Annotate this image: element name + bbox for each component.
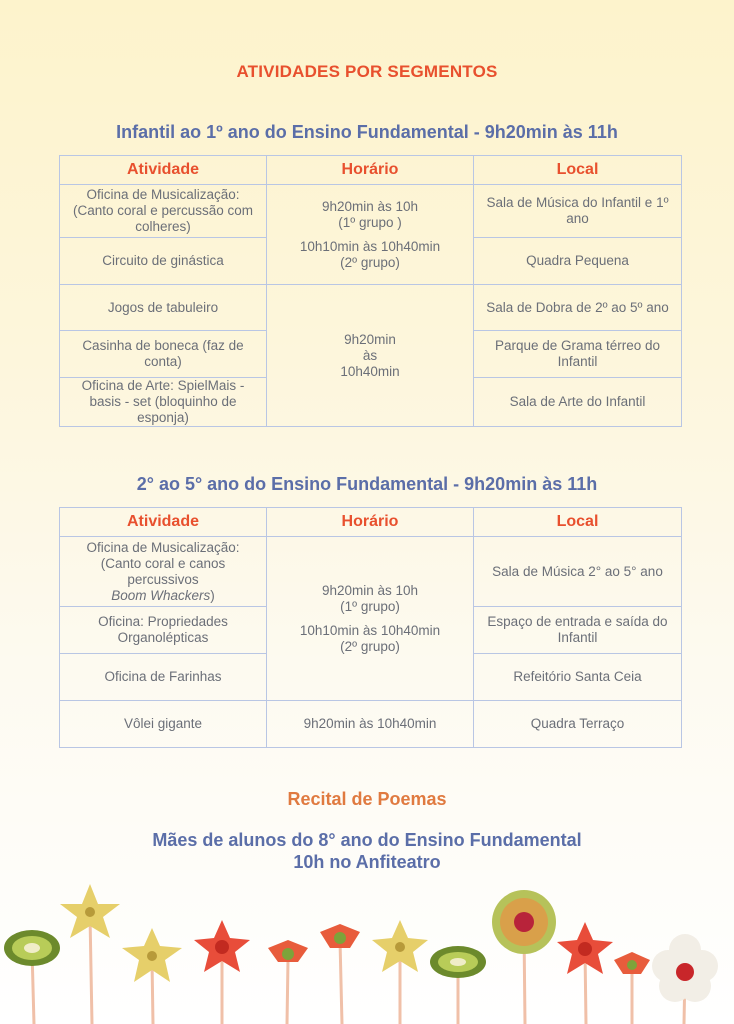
local-cell: Sala de Arte do Infantil <box>474 378 682 427</box>
activity-italic-text: Boom Whackers <box>111 587 211 603</box>
kiwi-flower-icon <box>430 946 486 978</box>
section2-title: 2° ao 5° ano do Ensino Fundamental - 9h20min às 11h <box>136 474 598 494</box>
recital-line: Mães de alunos do 8° ano do Ensino Fundamental <box>152 830 582 850</box>
activity-cell: Oficina de Musicalização: (Canto coral e percussão com colheres) <box>60 185 267 238</box>
recital-line: 10h no Anfiteatro <box>293 852 441 872</box>
local-cell: Refeitório Santa Ceia <box>474 654 682 701</box>
melon-flower-icon <box>492 890 556 954</box>
header-horario: Horário <box>267 508 474 537</box>
header-local: Local <box>474 508 682 537</box>
section1-title: Infantil ao 1º ano do Ensino Fundamental - 9h20min às 11h <box>116 122 618 142</box>
time-cell <box>267 537 474 701</box>
local-cell: Parque de Grama térreo do Infantil <box>474 331 682 378</box>
activity-cell: Circuito de ginástica <box>60 238 267 285</box>
table-header-row <box>60 156 682 185</box>
local-cell: Sala de Música 2° ao 5° ano <box>474 537 682 607</box>
strawberry-flower-icon <box>614 952 650 974</box>
time-cell <box>267 185 474 285</box>
recital-title: Recital de Poemas <box>287 789 447 809</box>
strawberry-flower-icon <box>320 924 360 948</box>
table-row <box>60 285 682 331</box>
local-cell: Sala de Música do Infantil e 1º ano <box>474 185 682 238</box>
header-local: Local <box>474 156 682 185</box>
local-cell: Quadra Pequena <box>474 238 682 285</box>
section2-table <box>59 507 682 748</box>
time-text: (1º grupo) <box>340 598 400 614</box>
time-text: 9h20min <box>344 331 396 347</box>
recital-subtitle <box>0 829 734 873</box>
time-text: 10h40min <box>340 363 400 379</box>
kiwi-flower-icon <box>4 930 60 966</box>
activity-cell: Vôlei gigante <box>60 701 267 748</box>
table-header-row <box>60 508 682 537</box>
time-text: 10h10min às 10h40min <box>299 238 441 254</box>
time-cell: 9h20min às 10h40min <box>267 701 474 748</box>
time-text: às <box>362 347 378 363</box>
activity-text: Oficina de Musicalização: (Canto coral e canos percussivos <box>86 539 240 587</box>
time-cell <box>267 285 474 427</box>
header-atividade: Atividade <box>60 508 267 537</box>
section1-table <box>59 155 682 427</box>
activity-cell: Casinha de boneca (faz de conta) <box>60 331 267 378</box>
time-text: 9h20min às 10h <box>321 198 419 214</box>
activity-cell: Oficina de Arte: SpielMais - basis - set (bloquinho de esponja) <box>60 378 267 427</box>
local-cell: Espaço de entrada e saída do Infantil <box>474 607 682 654</box>
activity-cell <box>60 537 267 607</box>
activity-cell: Oficina: Propriedades Organolépticas <box>60 607 267 654</box>
activity-cell: Oficina de Farinhas <box>60 654 267 701</box>
time-text: (2º grupo) <box>340 638 400 654</box>
time-text: (1º grupo ) <box>338 214 402 230</box>
time-text: (2º grupo) <box>340 254 400 270</box>
table-row <box>60 537 682 607</box>
header-atividade: Atividade <box>60 156 267 185</box>
fruit-flowers-decoration <box>0 870 734 1024</box>
time-text: 9h20min às 10h <box>321 582 419 598</box>
strawberry-flower-icon <box>268 940 308 962</box>
local-cell: Sala de Dobra de 2º ao 5º ano <box>474 285 682 331</box>
table-row <box>60 701 682 748</box>
table-row <box>60 185 682 238</box>
time-text: 10h10min às 10h40min <box>299 622 441 638</box>
activity-text: ) <box>210 587 215 603</box>
page-title: ATIVIDADES POR SEGMENTOS <box>236 62 498 81</box>
header-horario: Horário <box>267 156 474 185</box>
local-cell: Quadra Terraço <box>474 701 682 748</box>
apple-flower-icon <box>652 934 718 1002</box>
activity-cell: Jogos de tabuleiro <box>60 285 267 331</box>
